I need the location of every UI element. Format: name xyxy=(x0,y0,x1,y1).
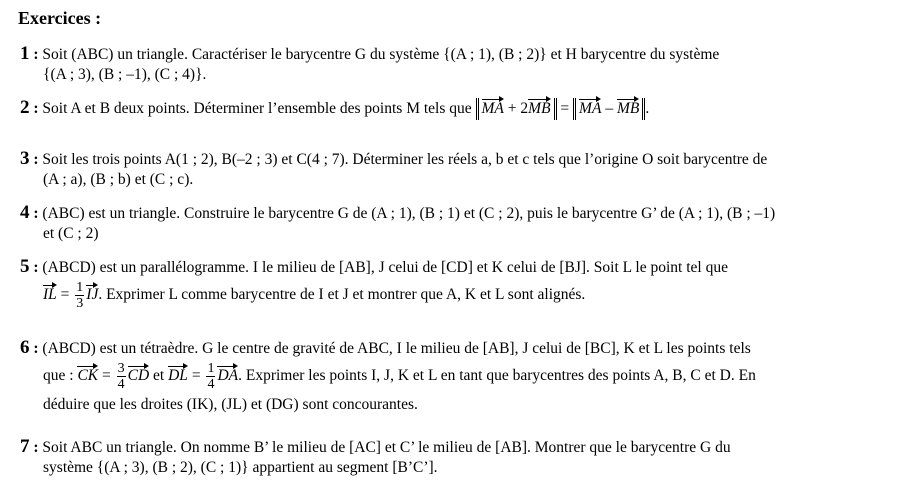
exercise-number: 1 xyxy=(20,43,30,64)
norm-expression: MA + 2MB xyxy=(476,98,557,120)
vector: MB xyxy=(528,100,551,117)
vector: CK xyxy=(77,367,99,384)
exercise-text: {(A ; 3), (B ; –1), (C ; 4)}. xyxy=(43,66,207,83)
exercise-text: déduire que les droites (IK), (JL) et (DG) sont concourantes. xyxy=(43,396,418,413)
exercise-text: Soit ABC un triangle. On nomme B’ le milieu de [AC] et C’ le milieu de [AB]. Montrer que le barycentre G du xyxy=(42,439,731,456)
fraction: $\frac{3}{4}$ xyxy=(117,360,125,392)
exercise-text: (ABCD) est un parallélogramme. I le milieu de [AB], J celui de [CD] et K celui de [BJ]. Soit L le point tel que xyxy=(42,259,728,276)
exercise-text: (A ; a), (B ; b) et (C ; c). xyxy=(43,171,194,188)
vector: DA xyxy=(217,367,239,384)
page-title: Exercices : xyxy=(18,8,102,28)
vector: MA xyxy=(579,100,602,117)
exercise-text: . Exprimer les points I, J, K et L en tant que barycentres des points A, B, C et D. En xyxy=(238,367,756,384)
exercise-text: (ABC) est un triangle. Construire le barycentre G de (A ; 1), (B ; 1) et (C ; 2), puis le barycentre G’ de (A ; 1), (B ; –1) xyxy=(42,205,776,222)
exercise-text: Soit les trois points A(1 ; 2), B(–2 ; 3) et C(4 ; 7). Déterminer les réels a, b et c tels que l’origine O soit barycentre de xyxy=(42,151,768,168)
vector: IJ xyxy=(86,286,99,303)
exercise-text: système {(A ; 3), (B ; 2), (C ; 1)} appartient au segment [B’C’]. xyxy=(43,459,438,476)
exercise-text: et (C ; 2) xyxy=(43,225,99,242)
norm-expression: MA – MB xyxy=(573,98,645,120)
exercise-number: 3 xyxy=(20,148,30,169)
fraction: $\frac{1}{4}$ xyxy=(207,360,215,392)
exercise-text: Soit A et B deux points. Déterminer l’ensemble des points M tels que xyxy=(42,100,472,117)
exercise-number: 6 xyxy=(20,337,30,358)
exercise-text: Soit (ABC) un triangle. Caractériser le barycentre G du système {(A ; 1), (B ; 2)} et H barycentre du système xyxy=(42,46,720,63)
exercise-number: 2 xyxy=(20,97,30,118)
fraction: $\frac{1}{3}$ xyxy=(76,279,84,311)
exercise-number: 7 xyxy=(20,436,30,457)
vector: CD xyxy=(127,367,150,384)
exercise-2: 2 : Soit A et B deux points. Déterminer l’ensemble des points M tels que MA + 2MB = MA – MB . xyxy=(20,97,650,118)
vector: IL xyxy=(43,286,57,303)
exercise-3: 3 : Soit les trois points A(1 ; 2), B(–2 ; 3) et C(4 ; 7). Déterminer les réels a, b et c tels que l’origine O soit barycentre de (A ; a), (B ; b) et (C ; c). xyxy=(20,148,768,188)
exercise-4: 4 : (ABC) est un triangle. Construire le barycentre G de (A ; 1), (B ; 1) et (C ; 2), puis le barycentre G’ de (A ; 1), (B ; –1) et (C ; 2) xyxy=(20,202,776,242)
exercise-7: 7 : Soit ABC un triangle. On nomme B’ le milieu de [AC] et C’ le milieu de [AB]. Montrer que le barycentre G du système {(A ; 3), (B ; 2), (C ; 1)} appartient au segment [B’C’]. xyxy=(20,436,731,476)
exercise-text: (ABCD) est un tétraèdre. G le centre de gravité de ABC, I le milieu de [AB], J celui de [BC], K et L les points tels xyxy=(42,340,751,357)
exercise-number: 4 xyxy=(20,202,30,223)
vector: MB xyxy=(616,100,640,117)
exercise-6: 6 : (ABCD) est un tétraèdre. G le centre de gravité de ABC, I le milieu de [AB], J celui de [BC], K et L les points tels que : CK = $\frac{3}{4}$ CD et DL = $\frac{1}{4}$ DA. Exprimer les points I, J, K et L en tant que barycentres des points A, B, C et D. En déduire que les droites (IK), (JL) et (DG) sont concourantes. xyxy=(20,337,756,413)
vector: DL xyxy=(168,367,188,384)
exercise-1: 1 : Soit (ABC) un triangle. Caractériser le barycentre G du système {(A ; 1), (B ; 2)} et H barycentre du système {(A ; 3), (B ; –1), (C ; 4)}. xyxy=(20,43,720,83)
vector: MA xyxy=(481,100,504,117)
exercise-number: 5 xyxy=(20,256,30,277)
exercise-5: 5 : (ABCD) est un parallélogramme. I le milieu de [AB], J celui de [CD] et K celui de [BJ]. Soit L le point tel que IL = $\frac{1}{3}$ IJ. Exprimer L comme barycentre de I et J et montrer que A, K et L sont alignés. xyxy=(20,256,728,311)
exercise-text: . Exprimer L comme barycentre de I et J et montrer que A, K et L sont alignés. xyxy=(98,286,586,303)
